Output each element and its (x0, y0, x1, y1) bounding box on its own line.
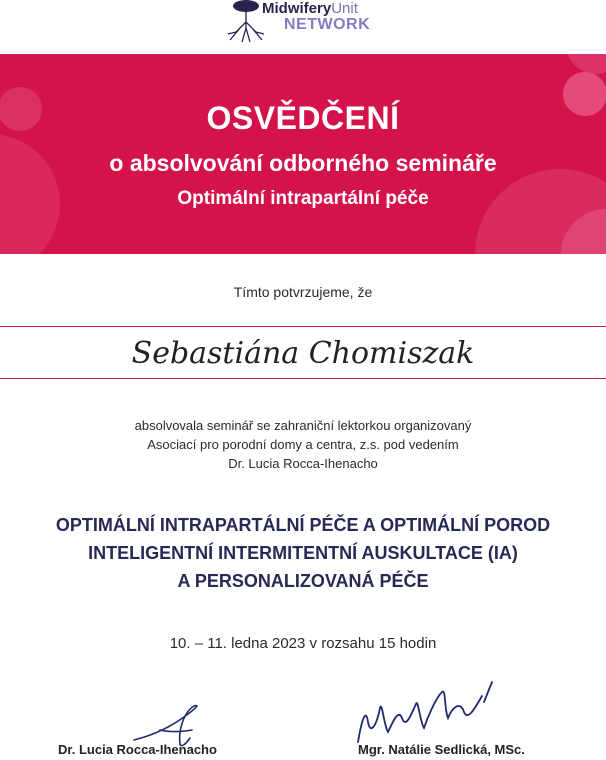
statement-line-3: Dr. Lucia Rocca-Ihenacho (228, 456, 378, 471)
course-line-3: A PERSONALIZOVANÁ PÉČE (177, 571, 429, 591)
network-logo (222, 0, 392, 48)
rule-top (0, 326, 606, 327)
course-line-2: INTELIGENTNÍ INTERMITENTNÍ AUSKULTACE (IA) (88, 543, 518, 563)
rule-bottom (0, 378, 606, 379)
participant-name: Sebastiána Chomiszak (131, 336, 475, 371)
date-text: 10. – 11. ledna 2023 v rozsahu 15 hodin (169, 635, 437, 652)
logo-line1: MidwiferyUnit (262, 0, 358, 17)
title-banner (0, 54, 606, 254)
signature-right-scribble (352, 678, 512, 750)
statement-line-1: absolvovala seminář se zahraniční lektorkou organizovaný (134, 418, 472, 433)
signer-right: Mgr. Natálie Sedlická, MSc. (358, 742, 525, 757)
signer-left: Dr. Lucia Rocca-Ihenacho (58, 742, 217, 757)
seminar-name: Optimální intrapartální péče (177, 188, 429, 209)
confirm-text: Tímto potvrzujeme, že (233, 284, 373, 300)
statement-line-2: Asociací pro porodní domy a centra, z.s. pod vedením (147, 437, 459, 452)
certificate-title: OSVĚDČENÍ (206, 100, 400, 136)
logo-line2: NETWORK (284, 16, 371, 33)
certificate-subtitle: o absolvování odborného semináře (109, 150, 497, 176)
course-line-1: OPTIMÁLNÍ INTRAPARTÁLNÍ PÉČE A OPTIMÁLNÍ POROD (55, 515, 551, 535)
